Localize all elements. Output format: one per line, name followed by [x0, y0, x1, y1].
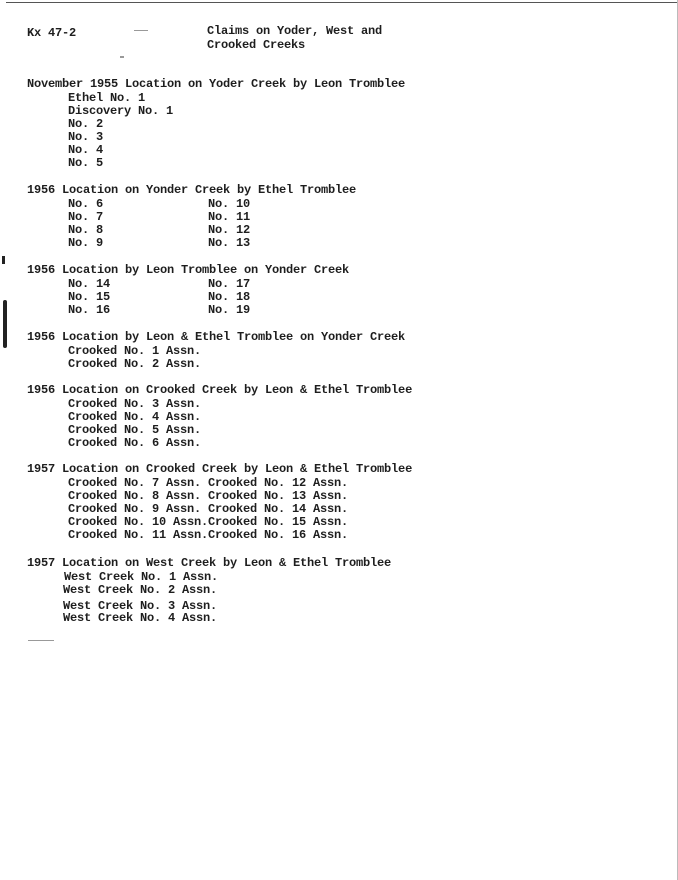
claim-entry: No. 10 [208, 197, 251, 211]
claim-entry: Crooked No. 3 Assn. [68, 397, 202, 411]
claim-entry: West Creek No. 1 Assn. [64, 570, 219, 584]
claim-entry: Crooked No. 16 Assn. [208, 528, 349, 542]
claim-entry: West Creek No. 4 Assn. [63, 611, 218, 625]
section-heading: November 1955 Location on Yoder Creek by Leon Tromblee [27, 77, 406, 91]
claim-entry: No. 15 [68, 290, 111, 304]
claim-entry: Discovery No. 1 [68, 104, 174, 118]
claim-entry: No. 11 [208, 210, 251, 224]
claim-entry: No. 12 [208, 223, 251, 237]
claim-entry: Crooked No. 15 Assn. [208, 515, 349, 529]
file-id: Kx 47-2 [27, 26, 77, 40]
claim-entry: Crooked No. 13 Assn. [208, 489, 349, 503]
page-top-edge [6, 2, 678, 3]
claim-entry: Crooked No. 14 Assn. [208, 502, 349, 516]
claim-entry: No. 13 [208, 236, 251, 250]
section-heading: 1956 Location on Yonder Creek by Ethel Tromblee [27, 183, 357, 197]
scan-rule-mark [28, 640, 54, 641]
claim-entry: Crooked No. 7 Assn. [68, 476, 202, 490]
claim-entry: West Creek No. 2 Assn. [63, 583, 218, 597]
document-title-line1: Claims on Yoder, West and [207, 24, 383, 38]
claim-entry: No. 4 [68, 143, 104, 157]
claim-entry: Crooked No. 6 Assn. [68, 436, 202, 450]
claim-entry: Crooked No. 4 Assn. [68, 410, 202, 424]
claim-entry: Ethel No. 1 [68, 91, 146, 105]
claim-entry: No. 9 [68, 236, 104, 250]
claim-entry: No. 8 [68, 223, 104, 237]
claim-entry: Crooked No. 9 Assn. [68, 502, 202, 516]
claim-entry: No. 19 [208, 303, 251, 317]
claim-entry: No. 17 [208, 277, 251, 291]
claim-entry: No. 2 [68, 117, 104, 131]
claim-entry: Crooked No. 5 Assn. [68, 423, 202, 437]
claim-entry: Crooked No. 11 Assn. [68, 528, 209, 542]
claim-entry: No. 16 [68, 303, 111, 317]
claim-entry: No. 7 [68, 210, 104, 224]
scan-binding-mark [3, 300, 7, 348]
claim-entry: No. 6 [68, 197, 104, 211]
section-heading: 1957 Location on Crooked Creek by Leon & Ethel Tromblee [27, 462, 413, 476]
scan-edge-mark [2, 256, 5, 264]
claim-entry: Crooked No. 12 Assn. [208, 476, 349, 490]
section-heading: 1956 Location by Leon Tromblee on Yonder Creek [27, 263, 350, 277]
section-heading: 1956 Location on Crooked Creek by Leon & Ethel Tromblee [27, 383, 413, 397]
claim-entry: Crooked No. 1 Assn. [68, 344, 202, 358]
claim-entry: Crooked No. 2 Assn. [68, 357, 202, 371]
scan-dot [120, 56, 124, 58]
claim-entry: Crooked No. 10 Assn. [68, 515, 209, 529]
claim-entry: Crooked No. 8 Assn. [68, 489, 202, 503]
section-heading: 1957 Location on West Creek by Leon & Ethel Tromblee [27, 556, 392, 570]
section-heading: 1956 Location by Leon & Ethel Tromblee on Yonder Creek [27, 330, 406, 344]
claim-entry: No. 5 [68, 156, 104, 170]
claim-entry: No. 3 [68, 130, 104, 144]
claim-entry: No. 18 [208, 290, 251, 304]
document-title-line2: Crooked Creeks [207, 38, 306, 52]
claim-entry: West Creek No. 3 Assn. [63, 599, 218, 613]
claim-entry: No. 14 [68, 277, 111, 291]
scan-dot [134, 30, 148, 31]
